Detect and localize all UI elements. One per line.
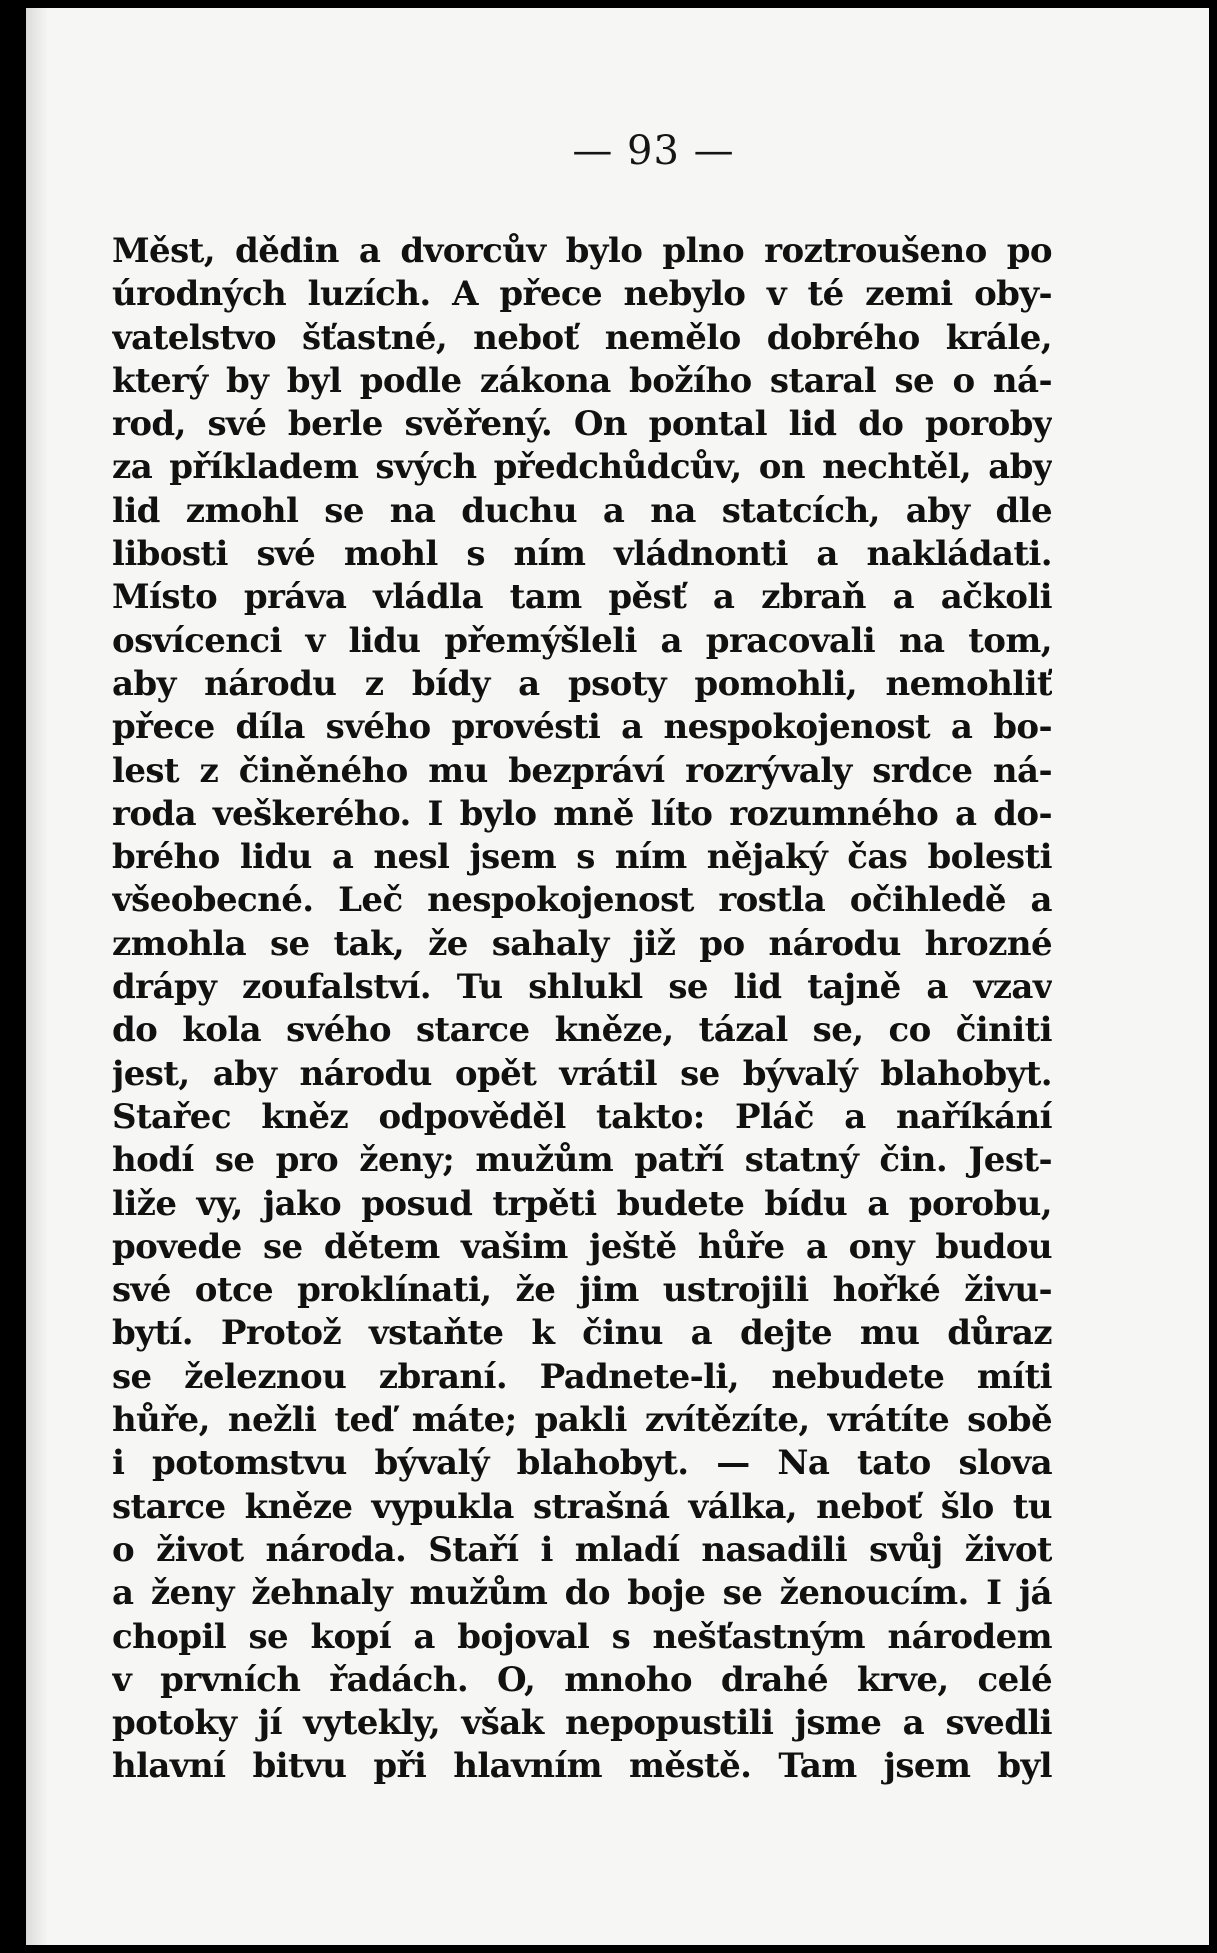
text-line: v prvních řadách. O, mnoho drahé krve, celé [112, 1659, 1052, 1700]
text-line: roda veškerého. I bylo mně líto rozumného a do- [112, 793, 1052, 834]
text-line: brého lidu a nesl jsem s ním nějaký čas bolesti [112, 837, 1052, 878]
book-page [26, 8, 1209, 1945]
text-line: Měst, dědin a dvorcův bylo plno roztroušeno po [112, 231, 1052, 271]
text-line: a ženy žehnaly mužům do boje se ženoucím. I já [112, 1573, 1052, 1614]
text-line: do kola svého starce kněze, tázal se, co činiti [112, 1010, 1052, 1051]
text-line: všeobecné. Leč nespokojenost rostla očihledě a [112, 880, 1052, 921]
text-line: Místo práva vládla tam pěsť a zbraň a ačkoli [112, 577, 1052, 618]
text-line: který by byl podle zákona božího staral se o ná- [112, 360, 1052, 401]
text-line: přece díla svého provésti a nespokojenost a bo- [112, 707, 1052, 748]
page-edge-shadow [26, 8, 48, 1945]
text-line: se železnou zbraní. Padnete-li, nebudete míti [112, 1356, 1052, 1397]
text-line: potoky jí vytekly, však nepopustili jsme a svedli [112, 1703, 1052, 1744]
text-line: aby národu z bídy a psoty pomohli, nemohliť [112, 663, 1052, 704]
text-line: rod, své berle svěřený. On pontal lid do poroby [112, 404, 1052, 445]
text-line: úrodných luzích. A přece nebylo v té zemi oby- [112, 274, 1052, 315]
text-line: povede se dětem vašim ještě hůře a ony budou [112, 1226, 1052, 1267]
text-line: hodí se pro ženy; mužům patří statný čin. Jest- [112, 1140, 1052, 1181]
page-number: — 93 — [572, 128, 735, 174]
body-text [112, 230, 1052, 1789]
text-line: i potomstvu bývalý blahobyt. — Na tato slova [112, 1443, 1052, 1484]
text-line: vatelstvo šťastné, neboť nemělo dobrého krále, [112, 317, 1052, 358]
text-line: liže vy, jako posud trpěti budete bídu a porobu, [112, 1183, 1052, 1224]
text-line: jest, aby národu opět vrátil se bývalý blahobyt. [112, 1053, 1052, 1094]
text-line: chopil se kopí a bojoval s nešťastným národem [112, 1616, 1052, 1657]
text-line: starce kněze vypukla strašná válka, neboť šlo tu [112, 1486, 1052, 1527]
text-line: Stařec kněz odpověděl takto: Pláč a naříkání [112, 1096, 1052, 1137]
text-line: své otce proklínati, že jim ustrojili hořké živu- [112, 1270, 1052, 1311]
text-line: za příkladem svých předchůdcův, on nechtěl, aby [112, 447, 1052, 488]
text-line: hlavní bitvu při hlavním městě. Tam jsem byl [112, 1746, 1052, 1787]
text-line: lid zmohl se na duchu a na statcích, aby dle [112, 490, 1052, 531]
text-line: libosti své mohl s ním vládnonti a nakládati. [112, 534, 1052, 575]
text-line: hůře, nežli teď máte; pakli zvítězíte, vrátíte sobě [112, 1400, 1052, 1441]
text-line: osvícenci v lidu přemýšleli a pracovali na tom, [112, 620, 1052, 661]
text-line: drápy zoufalství. Tu shlukl se lid tajně a vzav [112, 967, 1052, 1008]
text-line: lest z činěného mu bezpráví rozrývaly srdce ná- [112, 750, 1052, 791]
text-line: zmohla se tak, že sahaly již po národu hrozné [112, 923, 1052, 964]
text-line: o život národa. Staří i mladí nasadili svůj život [112, 1529, 1052, 1570]
text-line: bytí. Protož vstaňte k činu a dejte mu důraz [112, 1313, 1052, 1354]
